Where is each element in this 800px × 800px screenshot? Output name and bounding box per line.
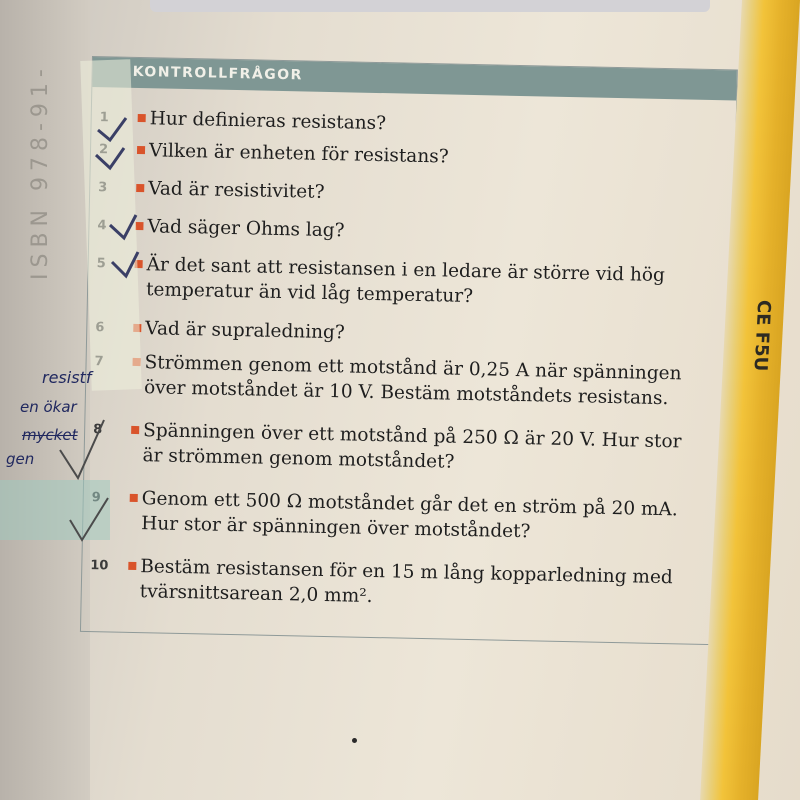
edge-print: ISBN 978-91- bbox=[28, 63, 53, 280]
handwritten-note: gen bbox=[6, 450, 35, 468]
pencil-label: CE F5U bbox=[749, 300, 775, 372]
question-text: Strömmen genom ett motstånd är 0,25 A när spänningen över motståndet är 10 V. Bestäm motståndets resistans. bbox=[143, 352, 682, 410]
handwritten-note: resistf bbox=[42, 368, 92, 387]
question-number: 8 bbox=[93, 422, 103, 438]
handwritten-note: mycket bbox=[22, 426, 78, 444]
question-text: Hur definieras resistans? bbox=[149, 108, 387, 135]
question-text: Spänningen över ett motstånd på 250 Ω är 20 V. Hur stor är strömmen genom motståndet? bbox=[142, 420, 682, 473]
question-text: Är det sant att resistansen i en ledare är större vid hög temperatur än vid låg temperatur? bbox=[145, 254, 666, 308]
handwritten-note: en ökar bbox=[20, 398, 77, 416]
ink-dot bbox=[352, 738, 357, 743]
question-text: Vad är resistivitet? bbox=[148, 178, 325, 203]
question-number: 10 bbox=[90, 558, 109, 574]
question-text: Bestäm resistansen för en 15 m lång kopparledning med tvärsnittsarean 2,0 mm². bbox=[139, 556, 673, 607]
question-text: Genom ett 500 Ω motståndet går det en ström på 20 mA. Hur stor är spänningen över motståndet? bbox=[140, 488, 678, 543]
question-text: Vad säger Ohms lag? bbox=[147, 216, 345, 242]
question-text: Vad är supraledning? bbox=[145, 318, 345, 344]
box-title: KONTROLLFRÅGOR bbox=[132, 63, 304, 84]
question-text: Vilken är enheten för resistans? bbox=[148, 140, 449, 168]
